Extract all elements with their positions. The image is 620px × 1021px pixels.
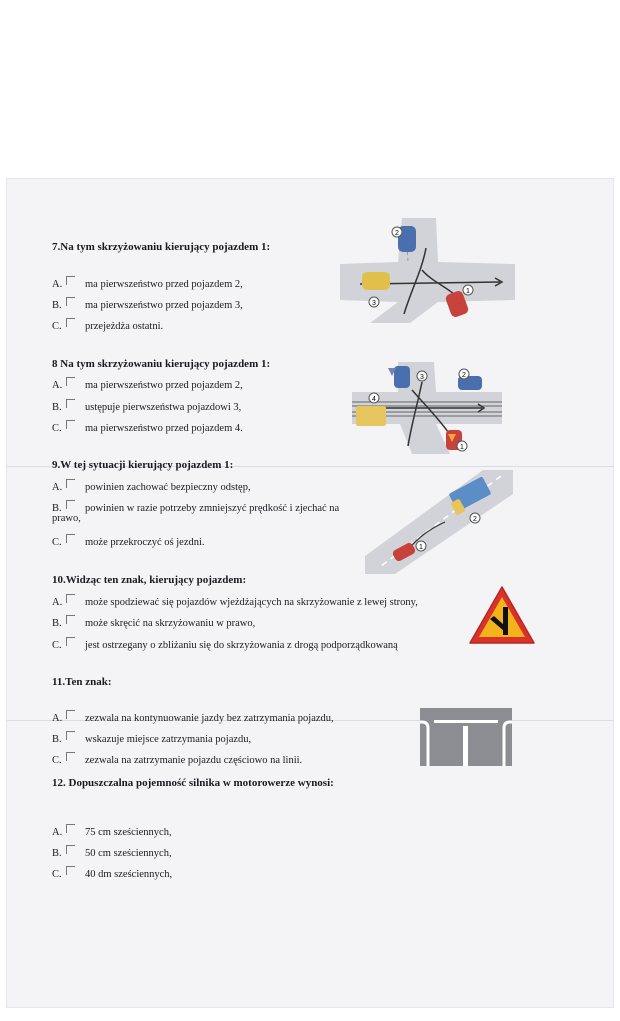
question-8-title: 8 Na tym skrzyżowaniu kierujący pojazdem 1: [52, 358, 271, 370]
stop-line-road-marking-icon [420, 708, 512, 766]
q9-option-a[interactable]: A. powinien zachować bezpieczny odstęp, [52, 479, 251, 493]
car-icon [394, 366, 410, 388]
vehicle-label: 4 [372, 396, 376, 403]
merge-warning-sign-icon [468, 585, 536, 647]
q8-option-c[interactable]: C. ma pierwszeństwo przed pojazdem 4. [52, 420, 243, 434]
checkbox-icon[interactable] [66, 500, 75, 509]
checkbox-icon[interactable] [66, 752, 75, 761]
vehicle-label: 1 [466, 288, 470, 295]
q10-option-c[interactable]: C. jest ostrzegany o zbliżaniu się do skrzyżowania z drogą podporządkowaną [52, 637, 398, 651]
checkbox-icon[interactable] [66, 845, 75, 854]
checkbox-icon[interactable] [66, 297, 75, 306]
q12-option-c[interactable]: C. 40 dm sześciennych, [52, 866, 172, 880]
vehicle-label: 2 [395, 230, 399, 237]
checkbox-icon[interactable] [66, 594, 75, 603]
q7-option-c[interactable]: C. przejeżdża ostatni. [52, 318, 163, 332]
q12-option-b[interactable]: B. 50 cm sześciennych, [52, 845, 172, 859]
vehicle-label: 2 [473, 516, 477, 523]
q9-option-c[interactable]: C. może przekroczyć oś jezdni. [52, 534, 205, 548]
q9-road-illustration [365, 470, 513, 574]
q8-intersection-illustration [352, 362, 502, 454]
checkbox-icon[interactable] [66, 318, 75, 327]
checkbox-icon[interactable] [66, 866, 75, 875]
q8-option-b[interactable]: B. ustępuje pierwszeństwa pojazdowi 3, [52, 399, 241, 413]
question-9-title: 9.W tej sytuacji kierujący pojazdem 1: [52, 459, 234, 471]
checkbox-icon[interactable] [66, 731, 75, 740]
checkbox-icon[interactable] [66, 276, 75, 285]
q11-option-a[interactable]: A. zezwala na kontynuowanie jazdy bez zatrzymania pojazdu, [52, 710, 334, 724]
checkbox-icon[interactable] [66, 479, 75, 488]
q7-option-b[interactable]: B. ma pierwszeństwo przed pojazdem 3, [52, 297, 243, 311]
checkbox-icon[interactable] [66, 637, 75, 646]
checkbox-icon[interactable] [66, 420, 75, 429]
checkbox-icon[interactable] [66, 615, 75, 624]
question-12-title: 12. Dopuszczalna pojemność silnika w motorowerze wynosi: [52, 777, 334, 789]
vehicle-label: 1 [419, 544, 423, 551]
truck-icon [356, 406, 386, 426]
q12-option-a[interactable]: A. 75 cm sześciennych, [52, 824, 172, 838]
vehicle-label: 3 [420, 374, 424, 381]
q7-intersection-illustration [340, 218, 515, 323]
car-icon [362, 272, 390, 290]
q8-option-a[interactable]: A. ma pierwszeństwo przed pojazdem 2, [52, 377, 243, 391]
checkbox-icon[interactable] [66, 824, 75, 833]
q7-option-a[interactable]: A. ma pierwszeństwo przed pojazdem 2, [52, 276, 243, 290]
question-10-title: 10.Widząc ten znak, kierujący pojazdem: [52, 574, 247, 586]
vehicle-label: 3 [372, 300, 376, 307]
checkbox-icon[interactable] [66, 399, 75, 408]
checkbox-icon[interactable] [66, 534, 75, 543]
checkbox-icon[interactable] [66, 377, 75, 386]
q9-option-b[interactable]: B. powinien w razie potrzeby zmniejszyć prędkość i zjechać na [52, 500, 339, 514]
q10-option-a[interactable]: A. może spodziewać się pojazdów wjeżdżających na skrzyżowanie z lewej strony, [52, 594, 418, 608]
q9-option-b-continuation: prawo, [52, 513, 81, 524]
q10-option-b[interactable]: B. może skręcić na skrzyżowaniu w prawo, [52, 615, 255, 629]
vehicle-label: 1 [460, 444, 464, 451]
q11-option-c[interactable]: C. zezwala na zatrzymanie pojazdu częściowo na linii. [52, 752, 302, 766]
q11-option-b[interactable]: B. wskazuje miejsce zatrzymania pojazdu, [52, 731, 251, 745]
question-11-title: 11.Ten znak: [52, 676, 112, 688]
checkbox-icon[interactable] [66, 710, 75, 719]
vehicle-label: 2 [462, 372, 466, 379]
question-7-title: 7.Na tym skrzyżowaniu kierujący pojazdem 1: [52, 241, 271, 253]
